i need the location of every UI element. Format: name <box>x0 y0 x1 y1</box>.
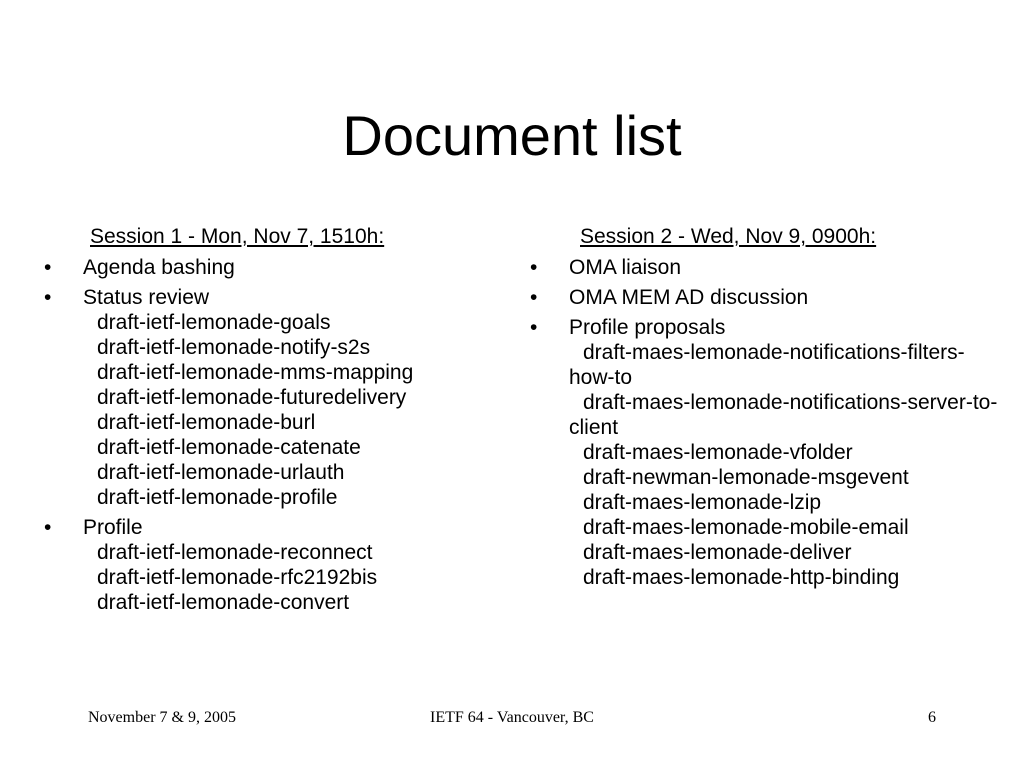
draft-name: draft-ietf-lemonade-mms-mapping <box>97 361 414 384</box>
bullet-icon: • <box>530 256 538 279</box>
draft-name: draft-ietf-lemonade-catenate <box>97 436 361 459</box>
bullet-icon: • <box>44 286 52 309</box>
draft-name: draft-ietf-lemonade-rfc2192bis <box>97 566 378 589</box>
draft-name: draft-maes-lemonade-notifications-server-to-client <box>569 391 998 439</box>
footer-event: IETF 64 - Vancouver, BC <box>430 709 594 726</box>
list-item <box>44 255 494 280</box>
draft-name: draft-maes-lemonade-deliver <box>583 541 852 564</box>
footer-page-number: 6 <box>928 709 936 726</box>
bullet-icon: • <box>44 516 52 539</box>
list-item <box>530 315 1000 590</box>
draft-name: draft-ietf-lemonade-notify-s2s <box>97 336 371 359</box>
session-2-column <box>530 224 1000 595</box>
list-item <box>44 515 494 615</box>
bullet-icon: • <box>530 316 538 339</box>
bullet-icon: • <box>44 256 52 279</box>
draft-name: draft-ietf-lemonade-convert <box>97 591 350 614</box>
draft-name: draft-newman-lemonade-msgevent <box>583 466 909 489</box>
draft-name: draft-ietf-lemonade-profile <box>97 486 338 509</box>
list-item <box>530 285 1000 310</box>
draft-name: draft-ietf-lemonade-futuredelivery <box>97 386 407 409</box>
list-item-label: Profile <box>83 516 143 539</box>
list-item-label: OMA liaison <box>569 256 682 279</box>
session-1-heading: Session 1 - Mon, Nov 7, 1510h: <box>90 225 385 248</box>
list-item-label: Agenda bashing <box>83 256 235 279</box>
session-2-list <box>530 255 1000 590</box>
draft-name: draft-ietf-lemonade-urlauth <box>97 461 345 484</box>
session-1-column <box>44 224 494 620</box>
draft-name: draft-ietf-lemonade-reconnect <box>97 541 373 564</box>
draft-name: draft-maes-lemonade-lzip <box>583 491 822 514</box>
draft-name: draft-maes-lemonade-notifications-filters-how-to <box>569 341 965 389</box>
session-2-heading: Session 2 - Wed, Nov 9, 0900h: <box>580 225 877 248</box>
list-item-label: Profile proposals <box>569 316 726 339</box>
draft-name: draft-maes-lemonade-mobile-email <box>583 516 909 539</box>
draft-name: draft-ietf-lemonade-goals <box>97 311 331 334</box>
session-1-list <box>44 255 494 615</box>
slide-title: Document list <box>342 104 682 167</box>
footer-date: November 7 & 9, 2005 <box>88 709 236 726</box>
draft-name: draft-maes-lemonade-vfolder <box>583 441 853 464</box>
bullet-icon: • <box>530 286 538 309</box>
list-item <box>530 255 1000 280</box>
draft-name: draft-maes-lemonade-http-binding <box>583 566 900 589</box>
list-item-label: Status review <box>83 286 210 309</box>
draft-name: draft-ietf-lemonade-burl <box>97 411 316 434</box>
list-item-label: OMA MEM AD discussion <box>569 286 809 309</box>
list-item <box>44 285 494 510</box>
